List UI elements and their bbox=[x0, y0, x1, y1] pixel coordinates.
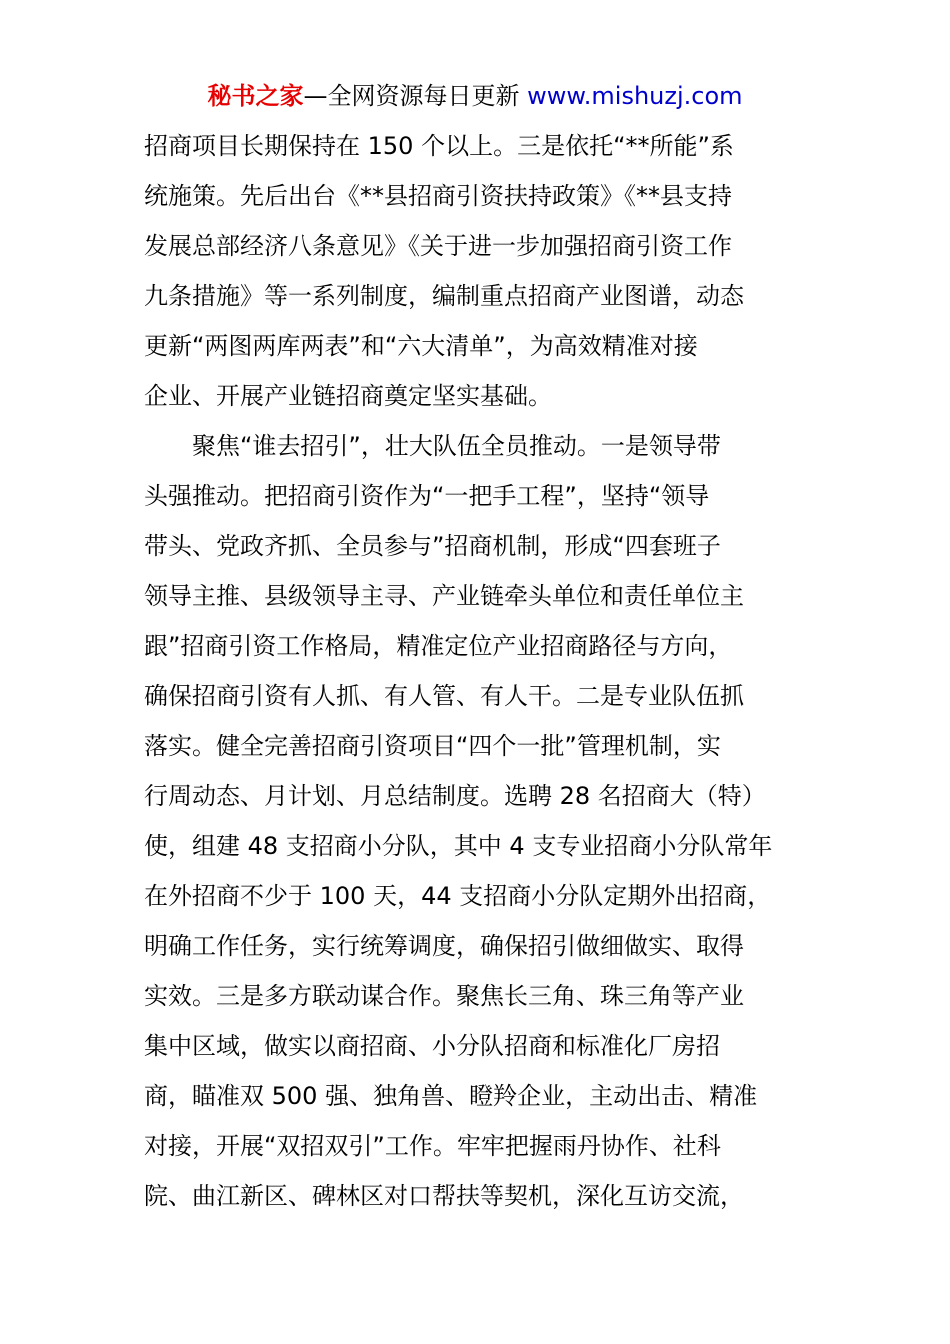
text-line: 落实。健全完善招商引资项目“四个一批”管理机制，实 bbox=[144, 732, 721, 760]
text-line: 带头、党政齐抓、全员参与”招商机制，形成“四套班子 bbox=[144, 532, 721, 560]
document-body bbox=[144, 121, 824, 1221]
text-line: 院、曲江新区、碑林区对口帮扶等契机，深化互访交流， bbox=[144, 1182, 744, 1210]
text-line: 更新“两图两库两表”和“六大清单”，为高效精准对接 bbox=[144, 332, 698, 360]
text-line: 明确工作任务，实行统筹调度，确保招引做细做实、取得 bbox=[144, 932, 744, 960]
site-url-link[interactable]: www.mishuzj.com bbox=[527, 82, 743, 110]
text-line: 集中区域，做实以商招商、小分队招商和标准化厂房招 bbox=[144, 1032, 720, 1060]
text-line: 招商项目长期保持在 150 个以上。三是依托“**所能”系 bbox=[144, 132, 734, 160]
text-line: 头强推动。把招商引资作为“一把手工程”，坚持“领导 bbox=[144, 482, 710, 510]
text-line: 行周动态、月计划、月总结制度。选聘 28 名招商大（特） bbox=[144, 782, 766, 810]
text-line: 在外招商不少于 100 天，44 支招商小分队定期外出招商， bbox=[144, 882, 772, 910]
brand-name: 秘书之家 bbox=[207, 82, 304, 110]
text-line: 九条措施》等一系列制度，编制重点招商产业图谱，动态 bbox=[144, 282, 744, 310]
header-tagline: —全网资源每日更新 bbox=[303, 82, 520, 110]
text-line: 领导主推、县级领导主寻、产业链牵头单位和责任单位主 bbox=[144, 582, 744, 610]
text-line: 确保招商引资有人抓、有人管、有人干。二是专业队伍抓 bbox=[144, 682, 744, 710]
text-line: 企业、开展产业链招商奠定坚实基础。 bbox=[144, 382, 552, 410]
text-line: 实效。三是多方联动谋合作。聚焦长三角、珠三角等产业 bbox=[144, 982, 744, 1010]
text-line: 对接，开展“双招双引”工作。牢牢把握雨丹协作、社科 bbox=[144, 1132, 721, 1160]
page-header bbox=[0, 80, 950, 112]
text-line: 聚焦“谁去招引”，壮大队伍全员推动。一是领导带 bbox=[144, 432, 721, 460]
text-line: 使，组建 48 支招商小分队，其中 4 支专业招商小分队常年 bbox=[144, 832, 773, 860]
text-line: 统施策。先后出台《**县招商引资扶持政策》《**县支持 bbox=[144, 182, 732, 210]
text-line: 发展总部经济八条意见》《关于进一步加强招商引资工作 bbox=[144, 232, 732, 260]
text-line: 跟”招商引资工作格局，精准定位产业招商路径与方向， bbox=[144, 632, 733, 660]
text-line: 商，瞄准双 500 强、独角兽、瞪羚企业，主动出击、精准 bbox=[144, 1082, 758, 1110]
